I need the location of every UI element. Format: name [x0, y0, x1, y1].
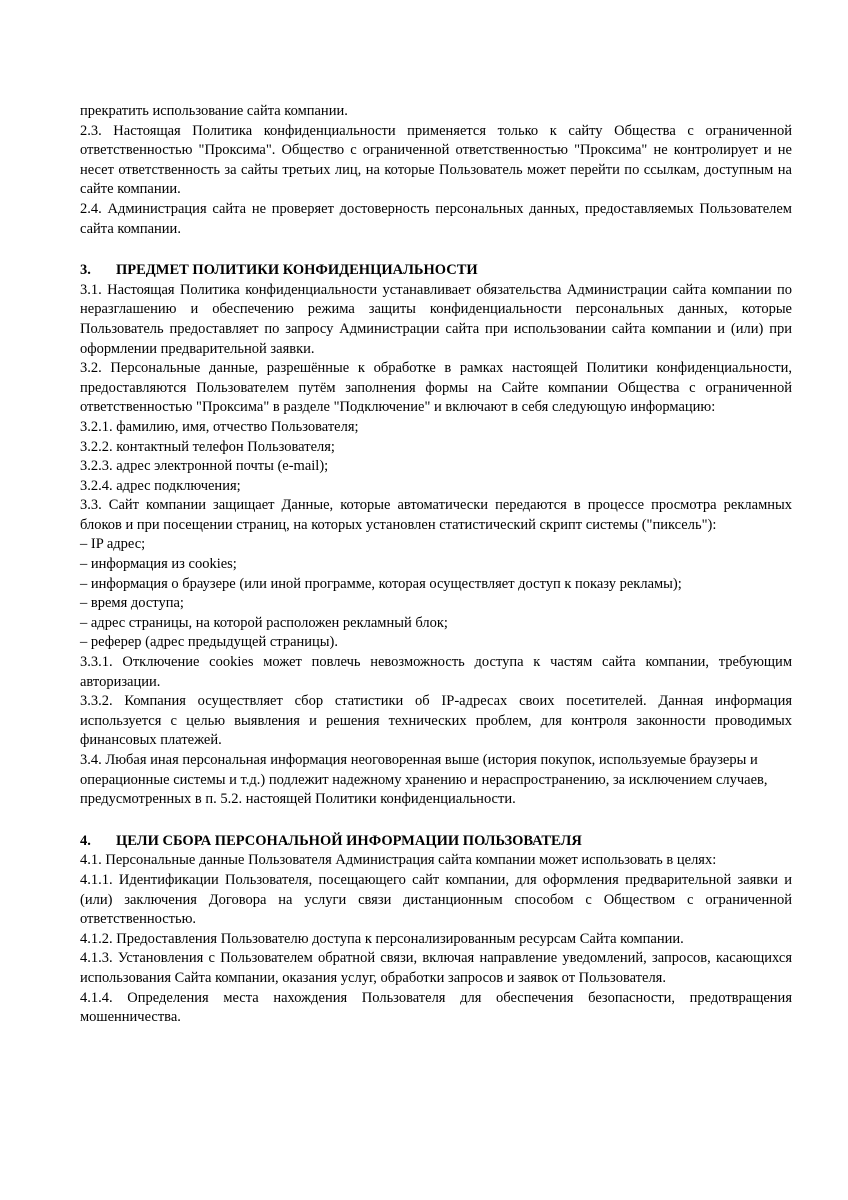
paragraph: 3.4. Любая иная персональная информация неоговоренная выше (история покупок, используемые браузеры и операционные системы и т.д.) подлежит надежному хранению и нераспространению, за исключением случаев, предусмотренных в п. 5.2. настоящей Политики конфиденциальности.	[80, 752, 768, 808]
list-item: 3.2.2. контактный телефон Пользователя;	[80, 438, 335, 455]
paragraph: 3.3.2. Компания осуществляет сбор статистики об IP-адресах своих посетителей. Данная информация используется с целью выявления и решения технических проблем, для контроля законности проводимых финансовых платежей.	[80, 693, 792, 749]
paragraph: прекратить использование сайта компании.	[80, 103, 348, 119]
list-item: – адрес страницы, на которой расположен рекламный блок;	[80, 614, 448, 631]
paragraph: 4.1. Персональные данные Пользователя Администрация сайта компании может использовать в целях:	[80, 852, 717, 869]
section-title: ПРЕДМЕТ ПОЛИТИКИ КОНФИДЕНЦИАЛЬНОСТИ	[116, 262, 478, 279]
section-number: 3.	[80, 262, 91, 279]
paragraph: 4.1.4. Определения места нахождения Пользователя для обеспечения безопасности, предотвращения мошенничества.	[80, 989, 792, 1026]
list-item: 3.2.1. фамилию, имя, отчество Пользователя;	[80, 418, 359, 435]
section-heading	[80, 261, 792, 281]
section-number: 4.	[80, 832, 91, 849]
document-page	[80, 102, 792, 1028]
list-item: – информация из cookies;	[80, 556, 237, 573]
paragraph: 2.3. Настоящая Политика конфиденциальности применяется только к сайту Общества с ограниченной ответственностью "Проксима". Общество с ограниченной ответственностью "Проксима" не контролирует и не несет ответственность за сайты третьих лиц, на которые Пользователь может перейти по ссылкам, доступным на сайте компании.	[80, 122, 792, 198]
list-item: – IP адрес;	[80, 536, 146, 553]
paragraph: 2.4. Администрация сайта не проверяет достоверность персональных данных, предоставляемых Пользователем сайта компании.	[80, 200, 792, 237]
paragraph: 3.3. Сайт компании защищает Данные, которые автоматически передаются в процессе просмотра рекламных блоков и при посещении страниц, на которых установлен статистический скрипт системы ("пиксель"):	[80, 497, 792, 533]
list-item: 3.2.3. адрес электронной почты (e-mail);	[80, 458, 329, 475]
list-item: 3.2.4. адрес подключения;	[80, 477, 241, 494]
paragraph: 3.1. Настоящая Политика конфиденциальности устанавливает обязательства Администрации сайта компании по неразглашению и обеспечению режима защиты конфиденциальности персональных данных, которые Пользователь предоставляет по запросу Администрации сайта при использовании сайта компании и (или) при оформлении предварительной заявки.	[80, 281, 792, 357]
section-title: ЦЕЛИ СБОРА ПЕРСОНАЛЬНОЙ ИНФОРМАЦИИ ПОЛЬЗОВАТЕЛЯ	[116, 832, 582, 849]
paragraph: 4.1.2. Предоставления Пользователю доступа к персонализированным ресурсам Сайта компании.	[80, 930, 684, 947]
list-item: – информация о браузере (или иной программе, которая осуществляет доступ к показу рекламы);	[80, 575, 682, 592]
paragraph: 3.3.1. Отключение cookies может повлечь невозможность доступа к частям сайта компании, требующим авторизации.	[80, 654, 792, 690]
list-item: – время доступа;	[80, 595, 184, 612]
list-item: – реферер (адрес предыдущей страницы).	[80, 634, 338, 651]
paragraph: 3.2. Персональные данные, разрешённые к обработке в рамках настоящей Политики конфиденциальности, предоставляются Пользователем путём заполнения формы на Сайте компании Общества с ограниченной ответственностью "Проксима" в разделе "Подключение" и включают в себя следующую информацию:	[80, 360, 792, 416]
paragraph: 4.1.3. Установления с Пользователем обратной связи, включая направление уведомлений, запросов, касающихся использования Сайта компании, оказания услуг, обработки запросов и заявок от Пользователя.	[80, 950, 792, 986]
section-heading	[80, 832, 792, 852]
paragraph: 4.1.1. Идентификации Пользователя, посещающего сайт компании, для оформления предварительной заявки и (или) заключения Договора на услуги связи дистанционным способом с Обществом с ограниченной ответственностью.	[80, 871, 792, 928]
